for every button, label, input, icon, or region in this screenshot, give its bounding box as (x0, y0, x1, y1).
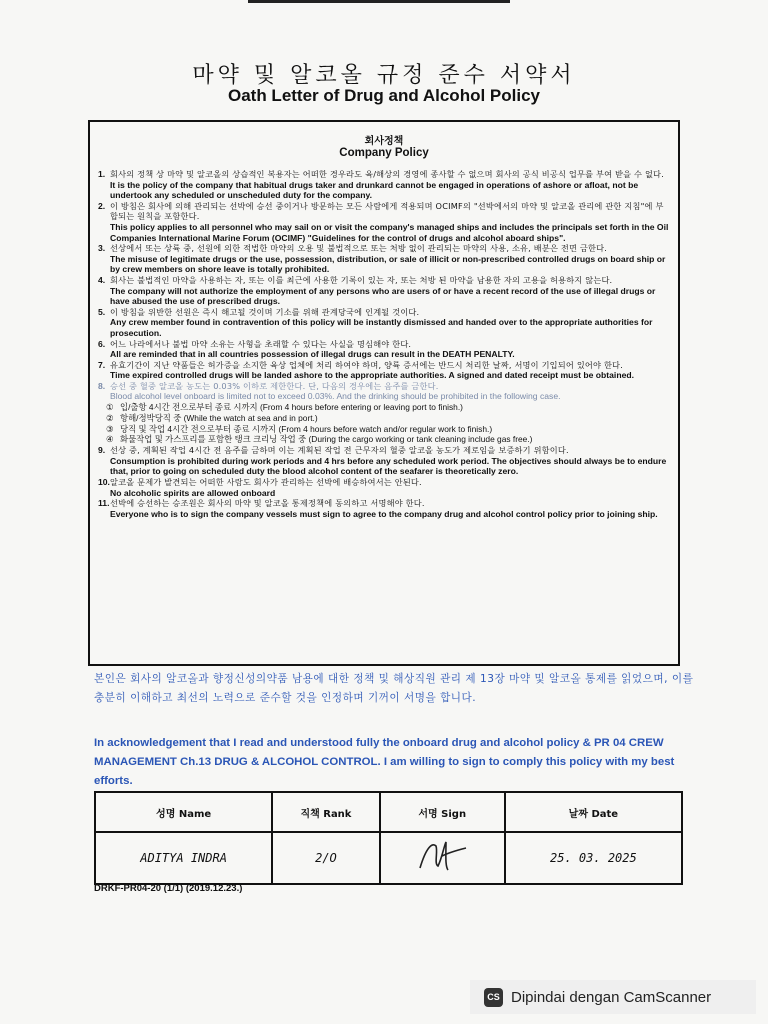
value-rank: 2/O (272, 832, 380, 884)
sublist-item (98, 413, 670, 424)
item-korean: 유효기간이 지난 약품들은 허가증을 소지한 육상 업체에 처리 하여야 하며, 양륙 증서에는 반드시 처리한 날짜, 서명이 기입되어 있어야 한다. (110, 359, 623, 370)
item-english: Blood alcohol level onboard is limited not to exceed 0.03%. And the drinking should be prohibited in the following case. (110, 391, 561, 402)
sublist-marker: ① (106, 402, 114, 413)
item-korean: 선상 중, 계획된 작업 4시간 전 음주를 금하며 이는 계획된 작업 전 근무자의 혈중 알코올 농도가 제로임을 보증하기 위함이다. (110, 445, 569, 456)
item-8-sublist (98, 402, 670, 445)
item-korean: 어느 나라에서나 불법 마약 소유는 사형을 초래할 수 있다는 사실을 명심해야 한다. (110, 338, 412, 349)
item-number: 4. (98, 274, 106, 285)
item-number: 5. (98, 306, 106, 317)
sublist-marker: ② (106, 412, 114, 423)
item-number: 7. (98, 359, 106, 370)
policy-item (98, 307, 670, 339)
item-number: 10. (98, 477, 110, 488)
policy-item (98, 477, 670, 498)
item-english: The company will not authorize the employment of any persons who are users of or have a recent record of the use of illegal drugs or have abused the use of prescribed drugs. (110, 285, 656, 307)
item-number: 3. (98, 243, 106, 254)
sublist-text: 화물작업 및 가스프리를 포함한 탱크 크리닝 작업 중 (During the cargo working or tank cleaning include gas free.) (120, 434, 533, 445)
sublist-text: 항해/정박당직 중 (While the watch at sea and in port.) (120, 412, 318, 423)
header-sign: 서명 Sign (380, 792, 505, 832)
value-name: ADITYA INDRA (95, 832, 272, 884)
policy-item (98, 169, 670, 201)
acknowledgement-korean: 본인은 회사의 알코올과 향정신성의약품 남용에 대한 정책 및 해상직원 관리 제 13장 마약 및 알코올 통제를 읽었으며, 이를 충분히 이해하고 최선의 노력으로 준수할 것을 인정하며 기꺼이 서명을 합니다. (94, 673, 694, 704)
item-english: This policy applies to all personnel who may sail on or visit the company's managed ships and includes the principals set forth in the Oil Companies International Marine Forum (OCIMF) "Guidelines for the control of drugs and alcohol aboard ships". (110, 221, 669, 243)
item-number: 1. (98, 169, 106, 179)
document-number: DRKF-PR04-20 (1/1) (2019.12.23.) (94, 883, 243, 894)
signature-table (94, 791, 683, 885)
top-edge-line (248, 0, 510, 3)
item-number: 11. (98, 498, 110, 509)
item-number: 9. (98, 445, 106, 456)
camscanner-watermark (470, 980, 756, 1014)
value-signature (380, 832, 505, 884)
policy-heading-korean: 회사정책 (364, 136, 404, 147)
sublist-item (98, 424, 670, 435)
item-english: The misuse of legitimate drugs or the use, possession, distribution, or sale of illicit or non-prescribed controlled drugs on board ship or by crew members on shore leave is totally prohibited. (110, 253, 666, 275)
item-english: Time expired controlled drugs will be landed ashore to the appropriate authorities. A signed and dated receipt must be obtained. (110, 370, 634, 381)
policy-item (98, 445, 670, 477)
item-english: It is the policy of the company that habitual drugs taker and drunkard cannot be engaged in operations of ashore or afloat, not be undertook any scheduled or unscheduled duty for the company. (110, 179, 639, 201)
item-korean: 알코올 문제가 발견되는 어떠한 사람도 회사가 관리하는 선박에 배승하여서는 안된다. (110, 477, 422, 488)
item-english: Consumption is prohibited during work periods and 4 hrs before any scheduled work period. The objectives should always be to endure that, prior to going on scheduled duty the blood alcohol content of the seafarer is theoretically zero. (110, 455, 667, 477)
item-korean: 선상에서 또는 상륙 중, 선원에 의한 적법한 마약의 오용 및 불법적으로 또는 처방 없이 관리되는 마약의 사용, 소유, 배분은 전면 금한다. (110, 243, 608, 254)
title-korean: 마약 및 알코올 규정 준수 서약서 (192, 63, 576, 88)
policy-item (98, 201, 670, 243)
company-policy-box (88, 120, 680, 666)
item-korean: 회사의 정책 상 마약 및 알코올의 상습적인 복용자는 어떠한 경우라도 육/해상의 경영에 종사할 수 없으며 회사의 공식 비공식 업무를 부여 받을 수 없다. (110, 169, 664, 179)
sublist-text: 당직 및 작업 4시간 전으로부터 종료 시까지 (From 4 hours before watch and/or regular work to finish.) (120, 423, 493, 434)
policy-item (98, 339, 670, 360)
policy-items-tail (98, 445, 670, 519)
policy-item-8 (98, 381, 670, 402)
item-korean: 이 방침을 위반한 선원은 즉시 해고될 것이며 기소를 위해 관계당국에 인계될 것이다. (110, 306, 420, 317)
item-english: Everyone who is to sign the company vessels must sign to agree to the company drug and alcohol control policy prior to joining ship. (110, 508, 658, 519)
value-date: 25. 03. 2025 (505, 832, 682, 884)
camscanner-logo-icon: CS (484, 988, 503, 1007)
policy-item (98, 498, 670, 519)
camscanner-text: Dipindai dengan CamScanner (511, 988, 712, 1006)
title-english: Oath Letter of Drug and Alcohol Policy (227, 86, 540, 105)
item-korean: 선박에 승선하는 승조원은 회사의 마약 및 알코올 통제정책에 동의하고 서명해야 한다. (110, 498, 425, 509)
item-korean: 승선 중 혈중 알코올 농도는 0.03% 이하로 제한한다. 단, 다음의 경우에는 음주를 금한다. (110, 380, 439, 391)
sublist-marker: ③ (106, 423, 114, 434)
policy-item (98, 275, 670, 307)
policy-heading-english: Company Policy (339, 147, 429, 159)
policy-item (98, 243, 670, 275)
item-english: All are reminded that in all countries possession of illegal drugs can result in the DEATH PENALTY. (110, 349, 515, 360)
header-rank: 직책 Rank (272, 792, 380, 832)
item-number: 6. (98, 338, 106, 349)
item-english: No alcoholic spirits are allowed onboard (110, 487, 276, 498)
item-number: 8. (98, 380, 106, 391)
header-name: 성명 Name (95, 792, 272, 832)
sublist-text: 입/출항 4시간 전으로부터 종료 시까지 (From 4 hours before entering or leaving port to finish.) (120, 402, 463, 413)
item-korean: 회사는 불법적인 마약을 사용하는 자, 또는 이를 최근에 사용한 기록이 있는 자, 또는 처방 된 마약을 남용한 자의 고용을 허용하지 않는다. (110, 274, 613, 285)
handwritten-signature (412, 838, 472, 876)
policy-items (98, 169, 670, 381)
item-korean: 이 방침은 회사에 의해 관리되는 선박에 승선 중이거나 방문하는 모든 사람에게 적용되며 OCIMF의 "선박에서의 마약 및 알코올 관리에 관한 지침"에 부합되는 원칙을 포함한다. (110, 200, 664, 222)
sublist-item (98, 434, 670, 445)
item-number: 2. (98, 200, 106, 211)
policy-item (98, 360, 670, 381)
sublist-item (98, 402, 670, 413)
item-english: Any crew member found in contravention of this policy will be instantly dismissed and handed over to the appropriate authorities for prosecution. (110, 317, 653, 338)
header-date: 날짜 Date (505, 792, 682, 832)
sublist-marker: ④ (106, 434, 114, 445)
acknowledgement-english: In acknowledgement that I read and understood fully the onboard drug and alcohol policy & PR 04 CREW MANAGEMENT Ch.13 DRUG & ALCOHOL CONTROL. I am willing to sign to comply this policy with my best efforts. (94, 737, 675, 787)
